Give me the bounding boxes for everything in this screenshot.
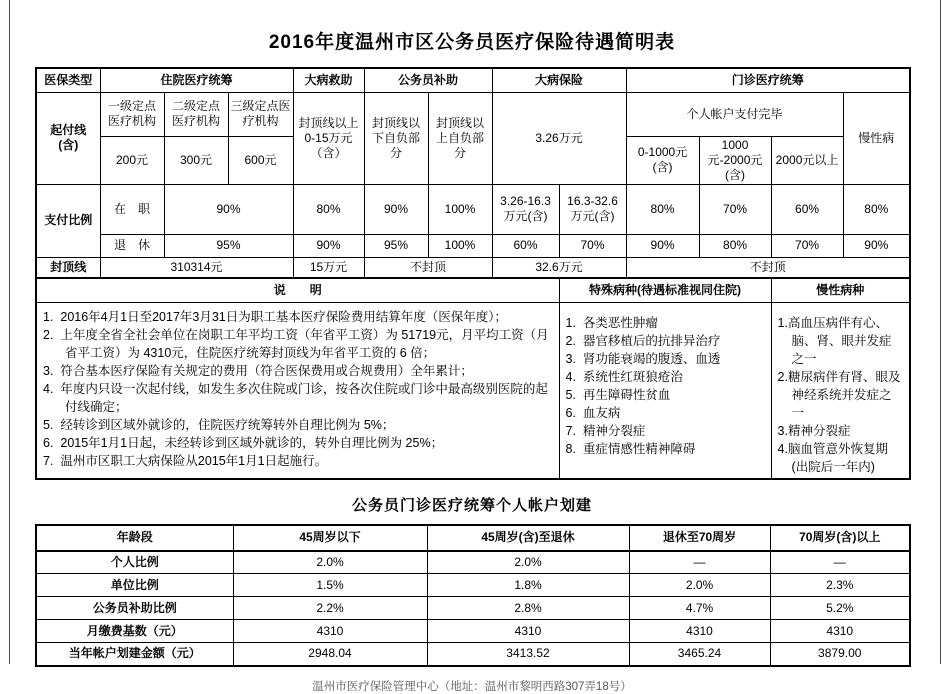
table-cell: 5.2% (770, 597, 910, 620)
footer-text: 温州市医疗保险管理中心（地址：温州市黎明西路307弄18号） (312, 680, 632, 693)
table-cell: 80% (843, 184, 910, 234)
list-item: 6. 2015年1月1日起，未经转诊到区域外就诊的，转外自理比例为 25%； (43, 435, 444, 450)
table-cell: 90% (293, 234, 364, 257)
list-item: 2. 器官移植后的抗排异治疗 (565, 333, 721, 348)
table-cell: 2.8% (427, 597, 629, 620)
table-cell: 90% (843, 234, 910, 257)
table-cell: 60% (492, 234, 559, 257)
row-label-annual-amount: 当年帐户划建金额（元） (36, 643, 233, 666)
header-serious-illness-aid: 大病救助 (293, 68, 364, 92)
table-cell: 95% (364, 234, 428, 257)
list-item: 3. 符合基本医疗保险有关规定的费用（符合医保费用或合规费用）全年累计； (43, 363, 473, 378)
header-45-to-retire: 45周岁(含)至退休 (427, 525, 629, 551)
chronic-diseases-header: 慢性病种 (771, 278, 910, 302)
table-cell: — (770, 551, 910, 574)
table-row (36, 574, 910, 597)
table-row-deductible (36, 92, 910, 136)
notes-body (36, 302, 559, 479)
header-age-group: 年龄段 (36, 525, 233, 551)
table-cell: 2.0% (233, 551, 427, 574)
list-item: 1.高血压病伴有心、脑、肾、眼并发症之一 (777, 315, 892, 366)
header-serious-illness-insurance: 大病保险 (492, 68, 626, 92)
table-cell: 退 休 (100, 234, 164, 257)
list-item: 7. 精神分裂症 (565, 423, 646, 438)
row-label-monthly-base: 月缴费基数（元） (36, 620, 233, 643)
table-cell: 70% (559, 234, 626, 257)
special-diseases-body (559, 302, 771, 479)
list-item: 4. 年度内只设一次起付线，如发生多次住院或门诊，按各次住院或门诊中最高级别医院的起付线确定； (43, 381, 548, 414)
table-row (36, 551, 910, 574)
document-content (35, 0, 909, 694)
table-cell: 封顶线以上0-15万元（含） (293, 92, 364, 184)
table-cell: 32.6万元 (492, 257, 626, 278)
table-cell: 80% (626, 184, 699, 234)
row-label-deductible (36, 92, 100, 184)
table-cell: 60% (771, 184, 843, 234)
row-label-cap: 封顶线 (36, 257, 100, 278)
header-retire-to-70: 退休至70周岁 (629, 525, 770, 551)
list-item: 3.精神分裂症 (777, 423, 851, 438)
chronic-diseases-list (778, 308, 904, 476)
table-row-pay-ratio-active (36, 184, 910, 234)
table-row-types (36, 68, 910, 92)
table-cell: 一级定点医疗机构 (100, 92, 164, 136)
table-cell: — (629, 551, 770, 574)
list-item: 6. 血友病 (565, 405, 621, 420)
header-outpatient: 门诊医疗统筹 (626, 68, 910, 92)
table-cell: 1.5% (233, 574, 427, 597)
table-cell: 310314元 (100, 257, 293, 278)
row-label-subsidy-ratio: 公务员补助比例 (36, 597, 233, 620)
table-cell: 2000元以上 (771, 136, 843, 184)
table-cell: 70% (699, 184, 771, 234)
table-row-notes-body (36, 302, 910, 479)
special-diseases-header: 特殊病种(待遇标准视同住院) (559, 278, 771, 302)
table-cell: 封顶线以上自负部分 (428, 92, 492, 184)
table-cell: 2948.04 (233, 643, 427, 666)
table-cell: 100% (428, 184, 492, 234)
table-cell: 80% (699, 234, 771, 257)
account-allocation-table (35, 524, 911, 667)
special-diseases-list (566, 308, 765, 458)
table-cell: 95% (164, 234, 293, 257)
table-cell: 二级定点医疗机构 (164, 92, 228, 136)
table-cell: 300元 (164, 136, 228, 184)
notes-list (43, 308, 553, 470)
header-under-45: 45周岁以下 (233, 525, 427, 551)
table-row-cap (36, 257, 910, 278)
list-item: 3. 肾功能衰竭的腹透、血透 (565, 351, 721, 366)
list-item: 5. 经转诊到区域外就诊的，住院医疗统筹转外自理比例为 5%； (43, 417, 395, 432)
table-cell: 4310 (629, 620, 770, 643)
account-table-title: 公务员门诊医疗统筹个人帐户划建 (351, 496, 592, 514)
table-cell: 70% (771, 234, 843, 257)
table-cell: 4.7% (629, 597, 770, 620)
table-cell: 4310 (233, 620, 427, 643)
list-item: 8. 重症情感性精神障碍 (565, 441, 696, 456)
notes-header: 说 明 (36, 278, 559, 302)
table-cell: 3413.52 (427, 643, 629, 666)
table-cell: 2.0% (629, 574, 770, 597)
page-right-edge-line (940, 0, 941, 664)
table-cell: 1.8% (427, 574, 629, 597)
table-row-header (36, 525, 910, 551)
table-cell: 15万元 (293, 257, 364, 278)
row-label-pay-ratio: 支付比例 (36, 184, 100, 257)
table-cell: 个人帐户支付完毕 (626, 92, 843, 136)
list-item: 7. 温州市区职工大病保险从2015年1月1日起施行。 (43, 453, 328, 468)
header-civil-servant-subsidy: 公务员补助 (364, 68, 492, 92)
list-item: 4.脑血管意外恢复期(出院后一年内) (777, 441, 888, 474)
chronic-diseases-body (771, 302, 910, 479)
list-item: 2. 上年度全省全社会单位在岗职工年平均工资（年省平工资）为 51719元，月平均工资（月省平工资）为 4310元，住院医疗统筹封顶线为年省平工资的 6 倍； (43, 327, 549, 360)
table-cell: 90% (626, 234, 699, 257)
page-left-edge-line (9, 0, 10, 664)
table-cell: 三级定点医疗机构 (228, 92, 293, 136)
table-cell: 16.3-32.6万元(含) (559, 184, 626, 234)
header-insurance-type: 医保类型 (36, 68, 100, 92)
table-row-pay-ratio-retired (36, 234, 910, 257)
table-cell: 600元 (228, 136, 293, 184)
table-row (36, 643, 910, 666)
deductible-label-line1: 起付线 (50, 123, 87, 137)
table-cell: 封顶线以下自负部分 (364, 92, 428, 184)
table-row-notes-headers (36, 278, 910, 302)
row-label-personal-ratio: 个人比例 (36, 551, 233, 574)
table-cell: 0-1000元(含) (626, 136, 699, 184)
table-cell: 不封顶 (626, 257, 910, 278)
list-item: 1. 各类恶性肿瘤 (565, 315, 658, 330)
table-cell: 3.26万元 (492, 92, 626, 184)
table-cell: 3465.24 (629, 643, 770, 666)
table-cell: 3.26-16.3万元(含) (492, 184, 559, 234)
table-cell: 90% (364, 184, 428, 234)
page-title: 2016年度温州市区公务员医疗保险待遇简明表 (268, 32, 676, 53)
table-row (36, 597, 910, 620)
table-cell: 在 职 (100, 184, 164, 234)
table-cell: 慢性病 (843, 92, 910, 184)
row-label-employer-ratio: 单位比例 (36, 574, 233, 597)
table-cell: 4310 (770, 620, 910, 643)
deductible-label-line2: (含) (58, 138, 79, 152)
benefits-table (35, 67, 911, 480)
list-item: 5. 再生障碍性贫血 (565, 387, 671, 402)
header-over-70: 70周岁(含)以上 (770, 525, 910, 551)
table-cell: 100% (428, 234, 492, 257)
table-cell: 4310 (427, 620, 629, 643)
table-row (36, 620, 910, 643)
table-cell: 2.2% (233, 597, 427, 620)
table-cell: 2.3% (770, 574, 910, 597)
table-cell: 1000元-2000元(含) (699, 136, 771, 184)
table-cell: 不封顶 (364, 257, 492, 278)
header-hospitalization: 住院医疗统筹 (100, 68, 293, 92)
list-item: 4. 系统性红斑狼疮治 (565, 369, 683, 384)
list-item: 2.糖尿病伴有肾、眼及神经系统并发症之一 (777, 369, 901, 420)
table-cell: 90% (164, 184, 293, 234)
table-cell: 3879.00 (770, 643, 910, 666)
table-cell: 80% (293, 184, 364, 234)
list-item: 1. 2016年4月1日至2017年3月31日为职工基本医疗保险费用结算年度（医保年度）； (43, 309, 507, 324)
table-cell: 200元 (100, 136, 164, 184)
table-cell: 2.0% (427, 551, 629, 574)
